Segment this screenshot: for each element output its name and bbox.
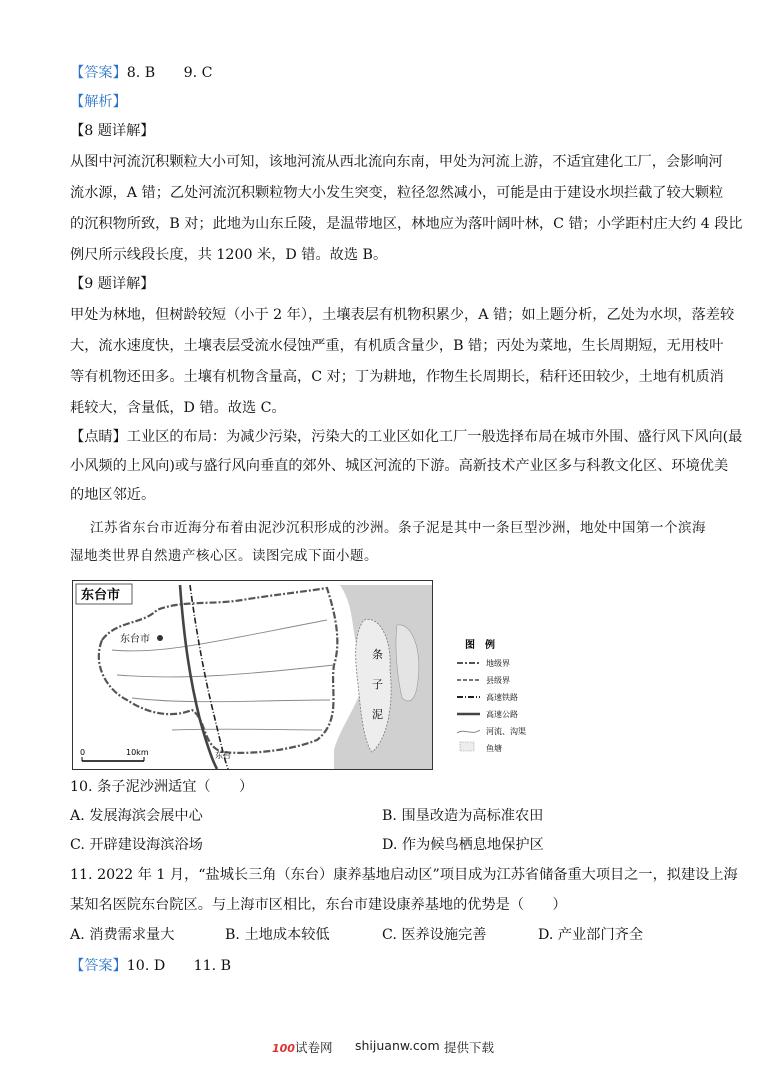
q11-stem-line: 11. 2022 年 1 月，“盐城长三角（东台）康养基地启动区”项目成为江苏省储备重大项目之一，拟建设上海 [70, 867, 738, 883]
legend-label: 河流、沟渠 [486, 727, 526, 736]
q11-stem-line: 某知名医院东台院区。与上海市区相比，东台市建设康养基地的优势是（ ） [70, 897, 567, 913]
legend-item [457, 676, 510, 685]
tip-line: 小风频的上风向)或与盛行风向垂直的郊外、城区河流的下游。高新技术产业区多与科教文化区、环境优美 [70, 458, 729, 474]
legend-label: 高速公路 [486, 710, 518, 719]
map-title: 东台市 [81, 588, 121, 603]
legend-label: 县级界 [486, 676, 510, 685]
q9-line: 大，流水速度快，土壤表层受流水侵蚀严重，有机质含量少，B 错；丙处为菜地，生长周期短，无用枝叶 [70, 338, 724, 354]
scale-label: 10km [126, 748, 149, 757]
town-label: 东台 [215, 751, 231, 760]
q11-option-b: B. 土地成本较低 [225, 927, 330, 943]
tip-text: 工业区的布局：为减少污染，污染大的工业区如化工厂一般选择布局在城市外围、盛行风下风向(最 [126, 429, 743, 445]
island-label-char: 泥 [372, 708, 383, 721]
q10-option-c: C. 开辟建设海滨浴场 [70, 837, 203, 853]
city-label: 东台市 [120, 634, 150, 645]
answer-line-2 [70, 956, 231, 976]
answer-line-1 [70, 63, 213, 83]
q8-line: 的沉积物所致，B 对；此地为山东丘陵，是温带地区，林地应为落叶阔叶林，C 错；小学距村庄大约 4 段比 [70, 216, 743, 232]
intro-line: 湿地类世界自然遗产核心区。读图完成下面小题。 [70, 548, 378, 564]
legend-item [457, 658, 510, 668]
q11-option-a: A. 消费需求量大 [70, 927, 175, 943]
legend-item [460, 742, 502, 753]
legend-swatch [460, 742, 474, 751]
q10-stem: 10. 条子泥沙洲适宜（ ） [70, 779, 254, 795]
q11-option-c: C. 医养设施完善 [382, 927, 487, 943]
q10-option-d: D. 作为候鸟栖息地保护区 [382, 837, 544, 853]
footer-logo: 100 [272, 1042, 295, 1055]
q8-line: 例尺所示线段长度，共 1200 米，D 错。故选 B。 [70, 247, 388, 263]
island-label-char: 子 [372, 678, 383, 691]
island-label-char: 条 [372, 648, 383, 661]
q9-line: 甲处为林地，但树龄较短（小于 2 年），土壤表层有机物积累少，A 错；如上题分析，乙处为水坝，落差较 [70, 307, 735, 323]
legend-label: 鱼塘 [486, 744, 502, 753]
q9-heading: 【9 题详解】 [70, 276, 155, 292]
legend-label: 地级界 [486, 659, 510, 668]
q8-line: 流水源，A 错；乙处河流沉积颗粒物大小发生突变，粒径忽然减小，可能是由于建设水坝拦截了较大颗粒 [70, 185, 724, 201]
tip-line-1 [70, 427, 742, 447]
q10-option-b: B. 围垦改造为高标准农田 [382, 808, 544, 824]
footer-site: 试卷网 [294, 1040, 333, 1055]
tip-tag: 【点睛】 [70, 429, 127, 445]
q11-option-d: D. 产业部门齐全 [538, 927, 644, 943]
legend-label: 高速铁路 [486, 693, 518, 702]
city-marker [157, 635, 163, 641]
tip-line: 的地区邻近。 [70, 487, 156, 503]
answer-text: 8. B 9. C [126, 65, 213, 81]
analysis-tag: 【解析】 [70, 94, 127, 110]
footer-brand [272, 1038, 332, 1056]
intro-line: 江苏省东台市近海分布着由泥沙沉积形成的沙洲。条子泥是其中一条巨型沙洲，地处中国第一个滨海 [90, 520, 706, 536]
q9-line: 等有机物还田多。土壤有机物含量高，C 对；丁为耕地，作物生长周期长，秸秆还田较少，土地有机质消 [70, 369, 724, 385]
q8-heading: 【8 题详解】 [70, 123, 155, 139]
footer-note: 提供下载 [444, 1040, 495, 1055]
answer-text: 10. D 11. B [126, 958, 232, 974]
q8-line: 从图中河流沉积颗粒大小可知，该地河流从西北流向东南，甲处为河流上游，不适宜建化工厂，会影响河 [70, 154, 723, 170]
legend-item [457, 692, 518, 702]
legend-item [457, 709, 518, 719]
q9-line: 耗较大，含量低，D 错。故选 C。 [70, 400, 286, 416]
legend-item [457, 726, 526, 736]
dongtai-map [72, 580, 612, 770]
legend-title: 图 例 [465, 640, 495, 651]
scale-label: 0 [80, 748, 86, 757]
q10-option-a: A. 发展海滨会展中心 [70, 808, 203, 824]
legend-swatch [457, 730, 480, 733]
answer-tag: 【答案】 [70, 958, 127, 974]
footer-url[interactable]: shijuanw.com [355, 1038, 440, 1053]
answer-tag: 【答案】 [70, 65, 127, 81]
